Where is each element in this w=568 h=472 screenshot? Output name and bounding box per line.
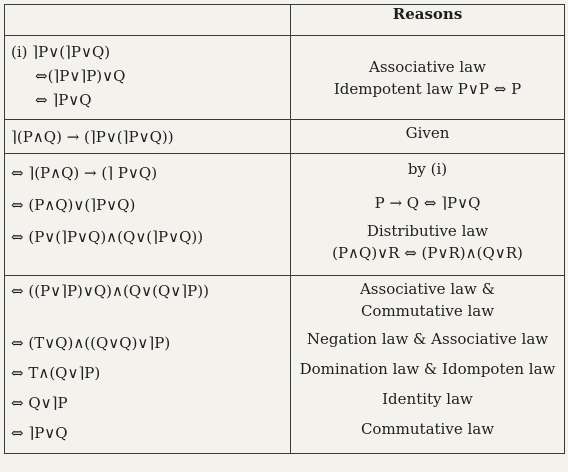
reason: Associative law bbox=[369, 57, 486, 76]
reasons-cell bbox=[291, 120, 565, 154]
statement: ⇔ ((P∨⌉P)∨Q)∧(Q∨(Q∨⌉P)) bbox=[11, 282, 209, 300]
reason: Distributive law bbox=[366, 222, 489, 240]
reason: Given bbox=[405, 124, 450, 142]
statement: ⇔ (T∨Q)∧((Q∨Q)∨⌉P) bbox=[11, 334, 171, 352]
statements-column-header bbox=[5, 5, 291, 36]
statements-cell bbox=[5, 36, 291, 120]
reasons-column-header: Reasons bbox=[291, 5, 565, 36]
reasons-cell bbox=[291, 276, 565, 454]
statement: ⇔ T∧(Q∨⌉P) bbox=[11, 364, 101, 382]
reason: Identity law bbox=[382, 390, 473, 408]
proof-table bbox=[4, 4, 565, 454]
reason: Commutative law bbox=[360, 420, 495, 438]
proof-block-3 bbox=[5, 154, 565, 276]
statement: ⇔ ⌉P∨Q bbox=[11, 424, 68, 442]
reason: Negation law & Associative law bbox=[306, 330, 549, 348]
reason: Domination law & Idompoten law bbox=[299, 360, 556, 378]
reason: P → Q ⇔ ⌉P∨Q bbox=[374, 194, 481, 212]
statement: ⇔ ⌉P∨Q bbox=[35, 91, 92, 109]
reasons-cell bbox=[291, 36, 565, 120]
statement: ⇔ (P∧Q)∨(⌉P∨Q) bbox=[11, 196, 136, 214]
proof-block-1 bbox=[5, 36, 565, 120]
reason: (P∧Q)∨R ⇔ (P∨R)∧(Q∨R) bbox=[332, 244, 523, 262]
statements-cell bbox=[5, 120, 291, 154]
statements-cell bbox=[5, 154, 291, 276]
reason: Idempotent law P∨P ⇔ P bbox=[333, 79, 522, 98]
reason: Commutative law bbox=[360, 302, 495, 320]
statements-cell bbox=[5, 276, 291, 454]
statement: ⇔ (P∨(⌉P∨Q)∧(Q∨(⌉P∨Q)) bbox=[11, 228, 204, 246]
statement: ⇔ Q∨⌉P bbox=[11, 394, 68, 412]
proof-block-4 bbox=[5, 276, 565, 454]
header-row bbox=[5, 5, 565, 36]
statement: ⇔(⌉P∨⌉P)∨Q bbox=[35, 67, 126, 85]
proof-block-2 bbox=[5, 120, 565, 154]
statement: ⌉(P∧Q) → (⌉P∨(⌉P∨Q)) bbox=[11, 127, 174, 146]
reason: by (i) bbox=[407, 160, 448, 178]
reasons-cell bbox=[291, 154, 565, 276]
reason: Associative law & bbox=[359, 280, 496, 298]
statement: (i) ⌉P∨(⌉P∨Q) bbox=[11, 43, 111, 61]
statement: ⇔ ⌉(P∧Q) → (⌉ P∨Q) bbox=[11, 164, 158, 182]
